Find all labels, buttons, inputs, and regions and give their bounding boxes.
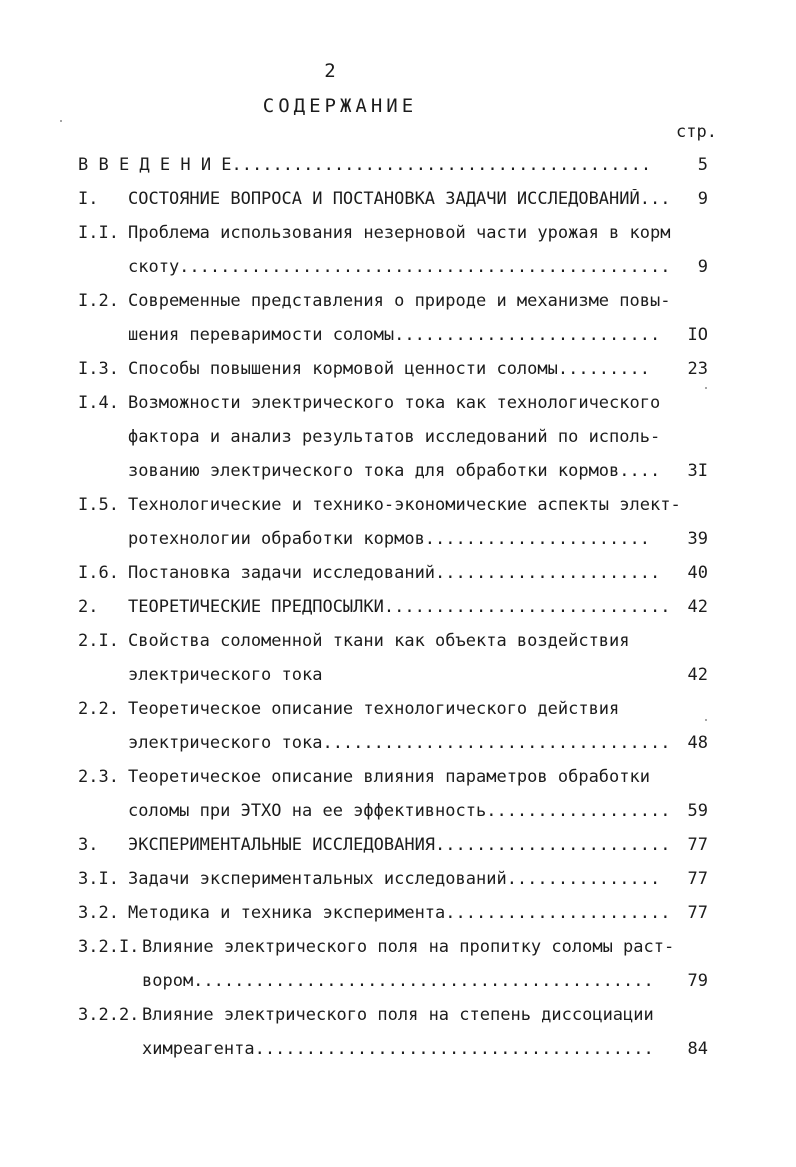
toc-entry-title: Постановка задачи исследований......................: [128, 563, 661, 583]
toc-entry-number: I.4.: [78, 393, 119, 413]
toc-entry-page: 9: [697, 189, 708, 209]
toc-entry: [78, 563, 708, 587]
toc-entry-number: 3.I.: [78, 869, 119, 889]
toc-entry-title: ротехнологии обработки кормов......................: [128, 529, 650, 549]
toc-entry-number: I.6.: [78, 563, 119, 583]
toc-entry-number: 3.2.: [78, 903, 119, 923]
toc-entry-title: Возможности электрического тока как технологического: [128, 393, 661, 413]
page-title: СОДЕРЖАНИЕ: [262, 95, 418, 117]
toc-entry-title: электрического тока: [128, 665, 323, 685]
toc-entry: [78, 597, 708, 621]
toc-entry-number: 2.2.: [78, 699, 119, 719]
toc-entry-page: 79: [687, 971, 708, 991]
toc-entry-page: IO: [687, 325, 708, 345]
toc-entry-page: 5: [697, 155, 708, 175]
toc-entry-title: Теоретическое описание технологического действия: [128, 699, 620, 719]
toc-entry-number: I.3.: [78, 359, 119, 379]
toc-entry-title: Способы повышения кормовой ценности соломы.........: [128, 359, 650, 379]
toc-entry-title: Влияние электрического поля на степень диссоциации: [142, 1005, 654, 1025]
toc-entry-number: I.: [78, 189, 99, 209]
toc-entry-continuation: [78, 665, 708, 689]
toc-entry-number: I.5.: [78, 495, 119, 515]
toc-entry: [78, 393, 708, 417]
toc-entry: [78, 291, 708, 315]
toc-entry-title: Задачи экспериментальных исследований...............: [128, 869, 661, 889]
toc-entry-title: ТЕОРЕТИЧЕСКИЕ ПРЕДПОСЫЛКИ............................: [128, 597, 671, 617]
toc-entry-title: Теоретическое описание влияния параметров обработки: [128, 767, 650, 787]
toc-entry: [78, 767, 708, 791]
toc-entry-number: 2.: [78, 597, 99, 617]
toc-entry-continuation: [78, 257, 708, 281]
toc-entry-page: 77: [687, 903, 708, 923]
toc-entry-continuation: [78, 971, 708, 995]
toc-entry: [78, 835, 708, 859]
toc-entry-number: 3.2.2.: [78, 1005, 140, 1025]
toc-entry: [78, 155, 708, 179]
toc-entry-title: фактора и анализ результатов исследований по исполь-: [128, 427, 661, 447]
toc-entry-title: зованию электрического тока для обработки кормов....: [128, 461, 661, 481]
toc-entry-title: Влияние электрического поля на пропитку соломы раст-: [142, 937, 675, 957]
page-number: 2: [324, 60, 336, 82]
toc-entry-page: 3I: [687, 461, 708, 481]
toc-entry: [78, 869, 708, 893]
toc-entry-number: 2.3.: [78, 767, 119, 787]
toc-entry-title: Современные представления о природе и механизме повы-: [128, 291, 671, 311]
toc-entry: [78, 359, 708, 383]
page-column-label: стр.: [676, 122, 717, 142]
toc-entry-title: ЭКСПЕРИМЕНТАЛЬНЫЕ ИССЛЕДОВАНИЯ.......................: [128, 835, 671, 855]
toc-entry: [78, 937, 708, 961]
toc-entry-page: 39: [687, 529, 708, 549]
toc-entry-title: Свойства соломенной ткани как объекта воздействия: [128, 631, 630, 651]
toc-entry-number: 3.: [78, 835, 99, 855]
toc-entry-continuation: [78, 325, 708, 349]
toc-entry-page: 77: [687, 835, 708, 855]
toc-entry-title: Проблема использования незерновой части урожая в корм: [128, 223, 671, 243]
toc-entry-page: 77: [687, 869, 708, 889]
toc-entry-continuation: [78, 529, 708, 553]
toc-entry-title: шения переваримости соломы..........................: [128, 325, 661, 345]
toc-entry-title: электрического тока..................................: [128, 733, 671, 753]
toc-entry: [78, 631, 708, 655]
toc-entry: [78, 495, 708, 519]
toc-entry-page: 42: [687, 665, 708, 685]
scan-speck: [60, 120, 62, 122]
toc-entry: [78, 1005, 708, 1029]
toc-entry-title: скоту................................................: [128, 257, 671, 277]
toc-entry-number: 3.2.I.: [78, 937, 140, 957]
scan-speck: [705, 719, 707, 721]
toc-entry-continuation: [78, 801, 708, 825]
toc-entry-title: В В Е Д Е Н И Е.........................................: [78, 155, 652, 175]
toc-entry-number: 2.I.: [78, 631, 119, 651]
toc-entry-title: соломы при ЭТХО на ее эффективность..................: [128, 801, 671, 821]
toc-entry-title: Методика и техника эксперимента......................: [128, 903, 671, 923]
toc-entry-page: 42: [687, 597, 708, 617]
toc-entry-continuation: [78, 427, 708, 451]
toc-entry-page: 9: [697, 257, 708, 277]
toc-entry-title: СОСТОЯНИЕ ВОПРОСА И ПОСТАНОВКА ЗАДАЧИ ИССЛЕДОВАНИЙ...: [128, 189, 671, 209]
toc-entry: [78, 699, 708, 723]
toc-entry-title: Технологические и технико-экономические аспекты элект-: [128, 495, 681, 515]
toc-entry-number: I.I.: [78, 223, 119, 243]
toc-entry-continuation: [78, 461, 708, 485]
scan-speck: [705, 387, 707, 389]
toc-entry-page: 59: [687, 801, 708, 821]
toc-entry: [78, 903, 708, 927]
toc-entry: [78, 223, 708, 247]
toc-entry-continuation: [78, 1039, 708, 1063]
toc-entry-number: I.2.: [78, 291, 119, 311]
toc-entry: [78, 189, 708, 213]
toc-entry-continuation: [78, 733, 708, 757]
toc-entry-page: 84: [687, 1039, 708, 1059]
toc-entry-title: химреагента.......................................: [142, 1039, 654, 1059]
toc-entry-title: вором.............................................: [142, 971, 654, 991]
toc-entry-page: 40: [687, 563, 708, 583]
toc-entry-page: 48: [687, 733, 708, 753]
toc-entry-page: 23: [687, 359, 708, 379]
